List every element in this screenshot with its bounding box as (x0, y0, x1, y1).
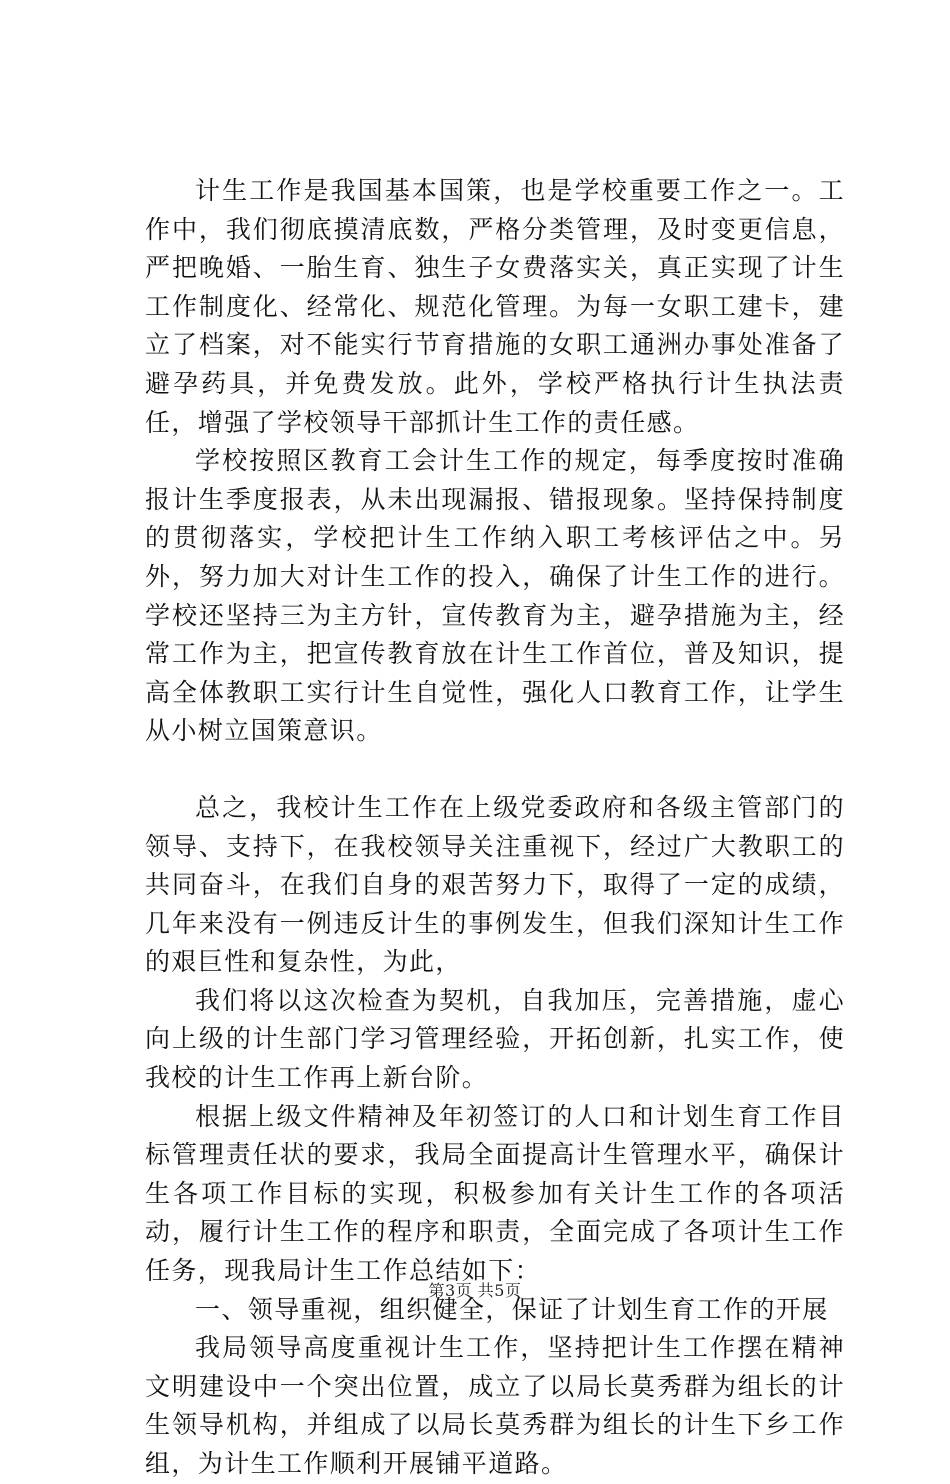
paragraph-family-planning-policy: 计生工作是我国基本国策，也是学校重要工作之一。工作中，我们彻底摸清底数，严格分类管理，及时变更信息，严把晚婚、一胎生育、独生子女费落实关，真正实现了计生工作制度化、经常化、规范化管理。为每一女职工建卡，建立了档案，对不能实行节育措施的女职工通洲办事处准备了避孕药具，并免费发放。此外，学校严格执行计生执法责任，增强了学校领导干部抓计生工作的责任感。 (145, 176, 845, 437)
paragraph-leadership: 我局领导高度重视计生工作，坚持把计生工作摆在精神文明建设中一个突出位置，成立了以局长莫秀群为组长的计生领导机构，并组成了以局长莫秀群为组长的计生下乡工作组，为计生工作顺利开展铺平道路。 (145, 1333, 845, 1478)
paragraph-summary: 总之，我校计生工作在上级党委政府和各级主管部门的领导、支持下，在我校领导关注重视下，经过广大教职工的共同奋斗，在我们自身的艰苦努力下，取得了一定的成绩，几年来没有一例违反计生的事例发生，但我们深知计生工作的艰巨性和复杂性，为此， (145, 792, 845, 977)
page-number-footer: 第3页 共5页 (428, 1281, 522, 1300)
paragraph-quarterly-reports: 学校按照区教育工会计生工作的规定，每季度按时准确报计生季度报表，从未出现漏报、错报现象。坚持保持制度的贯彻落实，学校把计生工作纳入职工考核评估之中。另外，努力加大对计生工作的投入，确保了计生工作的进行。学校还坚持三为主方针，宣传教育为主，避孕措施为主，经常工作为主，把宣传教育放在计生工作首位，普及知识，提高全体教职工实行计生自觉性，强化人口教育工作，让学生从小树立国策意识。 (145, 446, 845, 746)
paragraph-next-steps: 我们将以这次检查为契机，自我加压，完善措施，虚心向上级的计生部门学习管理经验，开拓创新，扎实工作，使我校的计生工作再上新台阶。 (145, 985, 845, 1093)
section-heading-leadership: 一、领导重视，组织健全，保证了计划生育工作的开展 (195, 1294, 829, 1324)
paragraph-bureau-intro: 根据上级文件精神及年初签订的人口和计划生育工作目标管理责任状的要求，我局全面提高计生管理水平，确保计生各项工作目标的实现，积极参加有关计生工作的各项活动，履行计生工作的程序和职责，全面完成了各项计生工作任务，现我局计生工作总结如下： (145, 1101, 845, 1286)
paragraph-spacer (145, 751, 845, 789)
